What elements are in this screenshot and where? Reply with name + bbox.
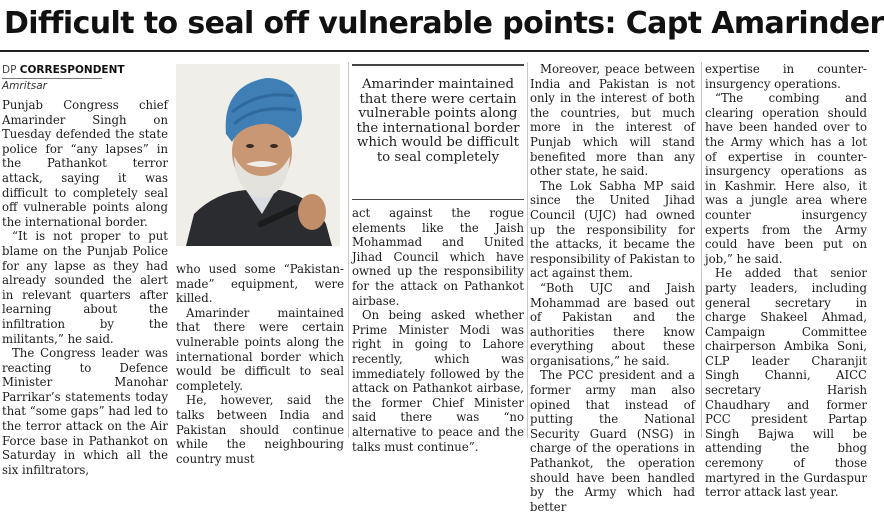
byline-prefix: DP bbox=[2, 64, 20, 76]
column-divider bbox=[527, 62, 528, 438]
paragraph: The Lok Sabha MP said since the United Jihad Council (UJC) had owned up the responsibility for the attacks, it became the responsibility of Pakistan to act against them. bbox=[530, 178, 695, 281]
headline-rule bbox=[0, 50, 869, 52]
paragraph: expertise in counter-insurgency operations. bbox=[705, 62, 867, 91]
paragraph: who used some “Pakistan-made” equipment, were killed. bbox=[176, 262, 344, 306]
paragraph: Punjab Congress chief Amarinder Singh on Tuesday defended the state police for “any lapses” in the Pathankot terror attack, saying it was difficult to completely seal off vulnerable points along the international border. bbox=[2, 98, 168, 229]
paragraph: “The combing and clearing operation should have been handed over to the Army which has a lot of expertise in counter-insurgency operations as in Kashmir. Here also, it was a jungle area where counter insurgency experts from the Army could have been put on job,” he said. bbox=[705, 91, 867, 266]
headline: Difficult to seal off vulnerable points: Capt Amarinder bbox=[4, 6, 884, 41]
column-divider bbox=[701, 62, 702, 438]
article-column-5 bbox=[705, 62, 867, 500]
paragraph: The PCC president and a former army man also opined that instead of putting the National Security Guard (NSG) in charge of the operations in Pathankot, the operation should have been handled by the Army which had better bbox=[530, 368, 695, 514]
article-column-2 bbox=[176, 262, 344, 466]
paragraph: “It is not proper to put blame on the Punjab Police for any lapse as they had already sounded the alert in relevant quarters after learning about the infiltration by the militants,” he said. bbox=[2, 229, 168, 346]
paragraph: Moreover, peace between India and Pakistan is not only in the interest of both the countries, but much more in the interest of Punjab which will stand benefited more than any other state, he said. bbox=[530, 62, 695, 179]
paragraph: Amarinder maintained that there were certain vulnerable points along the international border which would be difficult to seal completely. bbox=[176, 305, 344, 393]
paragraph: act against the rogue elements like the Jaish Mohammad and United Jihad Council which have owned up the responsibility for the attack on Pathankot airbase. bbox=[352, 206, 524, 308]
article-column-3 bbox=[352, 206, 524, 454]
paragraph: On being asked whether Prime Minister Modi was right in going to Lahore recently, which was immediately followed by the attack on Pathankot airbase, the former Chief Minister said there was “no alternative to peace and the talks must continue”. bbox=[352, 308, 524, 454]
portrait-illustration bbox=[176, 64, 340, 246]
paragraph: He, however, said the talks between India and Pakistan should continue while the neighbouring country must bbox=[176, 393, 344, 466]
article-column-4 bbox=[530, 62, 695, 514]
column-divider bbox=[348, 62, 349, 438]
paragraph: He added that senior party leaders, including general secretary in charge Shakeel Ahmad, Campaign Committee chairperson Ambika Soni, CLP leader Charanjit Singh Channi, AICC secretary Harish Chaudhary and former PCC president Partap Singh Bajwa will be attending the bhog ceremony of those martyred in the Gurdaspur terror attack last year. bbox=[705, 266, 867, 500]
paragraph: The Congress leader was reacting to Defence Minister Manohar Parrikar’s statements today that “some gaps” had led to the terror attack on the Air Force base in Pathankot on Saturday in which all the six infiltrators, bbox=[2, 346, 168, 477]
byline-name: CORRESPONDENT bbox=[19, 64, 125, 76]
pull-quote: Amarinder maintained that there were certain vulnerable points along the international border which would be difficult to seal completely bbox=[352, 64, 524, 200]
portrait-photo bbox=[176, 64, 340, 246]
article-column-1 bbox=[2, 70, 168, 477]
dateline: Amritsar bbox=[2, 78, 102, 93]
paragraph: “Both UJC and Jaish Mohammad are based out of Pakistan and the authorities there know everything about these organisations,” he said. bbox=[530, 280, 695, 368]
